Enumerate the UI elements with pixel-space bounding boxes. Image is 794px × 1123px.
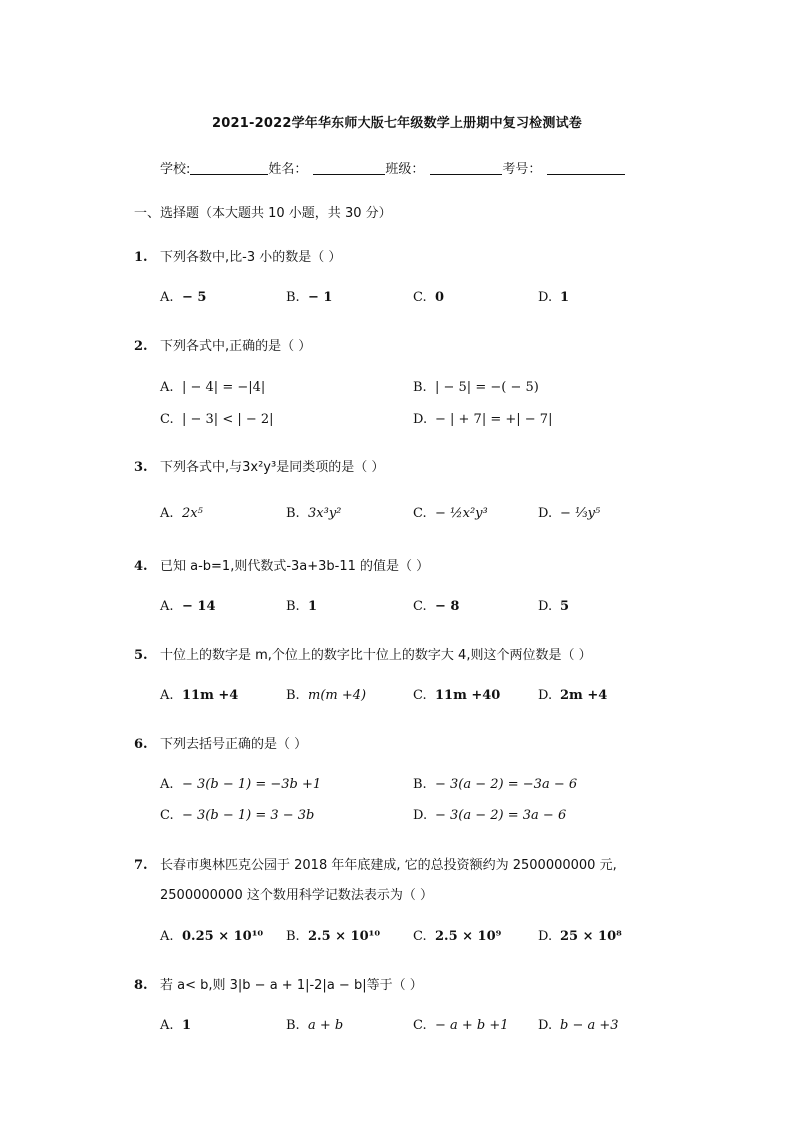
q6-option-d[interactable]: D. − 3(a − 2) = 3a − 6: [413, 808, 567, 823]
q2-option-d[interactable]: D. − | + 7| = +| − 7|: [413, 412, 553, 427]
question-text: 下列各数中,比-3 小的数是（ ）: [160, 250, 342, 265]
question-text: 十位上的数字是 m,个位上的数字比十位上的数字大 4,则这个两位数是（ ）: [160, 648, 592, 663]
q7-option-a[interactable]: A. 0.25 × 10¹⁰: [160, 929, 264, 944]
question-text: 下列各式中,正确的是（ ）: [160, 339, 312, 354]
number-label: 考号：: [502, 162, 542, 177]
class-label: 班级：: [385, 162, 425, 177]
question-number: 4.: [134, 559, 148, 574]
question-text: 下列各式中,与3x²y³是同类项的是（ ）: [160, 460, 385, 475]
q8-option-d[interactable]: D. b − a +3: [538, 1018, 619, 1033]
q5-option-c[interactable]: C. 11m +40: [413, 688, 501, 703]
q8-option-a[interactable]: A. 1: [160, 1018, 192, 1033]
q4-option-d[interactable]: D. 5: [538, 599, 570, 614]
q6-option-b[interactable]: B. − 3(a − 2) = −3a − 6: [413, 777, 578, 792]
question-number: 1.: [134, 250, 148, 265]
q2-option-c[interactable]: C. | − 3| < | − 2|: [160, 412, 274, 427]
q3-option-a[interactable]: A. 2x⁵: [160, 506, 203, 521]
q3-option-c[interactable]: C. − ½x²y³: [413, 506, 488, 521]
question-2: [134, 335, 311, 354]
q1-option-b[interactable]: B. − 1: [286, 290, 333, 305]
q3-option-b[interactable]: B. 3x³y²: [286, 506, 342, 521]
question-7-line-2: 2500000000 这个数用科学记数法表示为（ ）: [160, 888, 433, 903]
question-number: 8.: [134, 978, 148, 993]
q4-option-b[interactable]: B. 1: [286, 599, 318, 614]
q2-option-b[interactable]: B. | − 5| = −( − 5): [413, 380, 539, 395]
q8-option-b[interactable]: B. a + b: [286, 1018, 344, 1033]
name-blank[interactable]: [313, 162, 385, 175]
school-label: 学校:: [160, 162, 191, 177]
student-info-row: [160, 158, 625, 177]
q7-option-b[interactable]: B. 2.5 × 10¹⁰: [286, 929, 381, 944]
number-blank[interactable]: [547, 162, 625, 175]
question-text: 下列去括号正确的是（ ）: [160, 737, 308, 752]
section-heading: 一、选择题（本大题共 10 小题，共 30 分）: [134, 206, 392, 221]
q8-option-c[interactable]: C. − a + b +1: [413, 1018, 509, 1033]
question-7: [134, 854, 617, 873]
question-3: [134, 456, 384, 475]
q4-option-a[interactable]: A. − 14: [160, 599, 216, 614]
question-number: 6.: [134, 737, 148, 752]
question-number: 7.: [134, 858, 148, 873]
q6-option-c[interactable]: C. − 3(b − 1) = 3 − 3b: [160, 808, 315, 823]
q7-option-d[interactable]: D. 25 × 10⁸: [538, 929, 622, 944]
question-text: 已知 a-b=1,则代数式-3a+3b-11 的值是（ ）: [160, 559, 430, 574]
page-title: 2021-2022学年华东师大版七年级数学上册期中复习检测试卷: [212, 116, 582, 131]
q4-option-c[interactable]: C. − 8: [413, 599, 460, 614]
q5-option-b[interactable]: B. m(m +4): [286, 688, 367, 703]
q3-option-d[interactable]: D. − ⅓y⁵: [538, 506, 601, 521]
question-number: 2.: [134, 339, 148, 354]
q6-option-a[interactable]: A. − 3(b − 1) = −3b +1: [160, 777, 322, 792]
q5-option-a[interactable]: A. 11m +4: [160, 688, 239, 703]
question-6: [134, 733, 307, 752]
q7-option-c[interactable]: C. 2.5 × 10⁹: [413, 929, 502, 944]
class-blank[interactable]: [430, 162, 502, 175]
q1-option-a[interactable]: A. − 5: [160, 290, 207, 305]
q1-option-c[interactable]: C. 0: [413, 290, 445, 305]
school-blank[interactable]: [190, 162, 268, 175]
question-4: [134, 555, 429, 574]
question-text: 长春市奥林匹克公园于 2018 年年底建成, 它的总投资额约为 2500000000 元,: [160, 858, 617, 873]
q5-option-d[interactable]: D. 2m +4: [538, 688, 608, 703]
question-number: 5.: [134, 648, 148, 663]
name-label: 姓名：: [268, 162, 308, 177]
q1-option-d[interactable]: D. 1: [538, 290, 570, 305]
question-number: 3.: [134, 460, 148, 475]
question-text: 若 a< b,则 3|b − a + 1|-2|a − b|等于（ ）: [160, 978, 423, 993]
question-5: [134, 644, 592, 663]
question-1: [134, 246, 341, 265]
question-8: [134, 974, 423, 993]
q2-option-a[interactable]: A. | − 4| = −|4|: [160, 380, 266, 395]
